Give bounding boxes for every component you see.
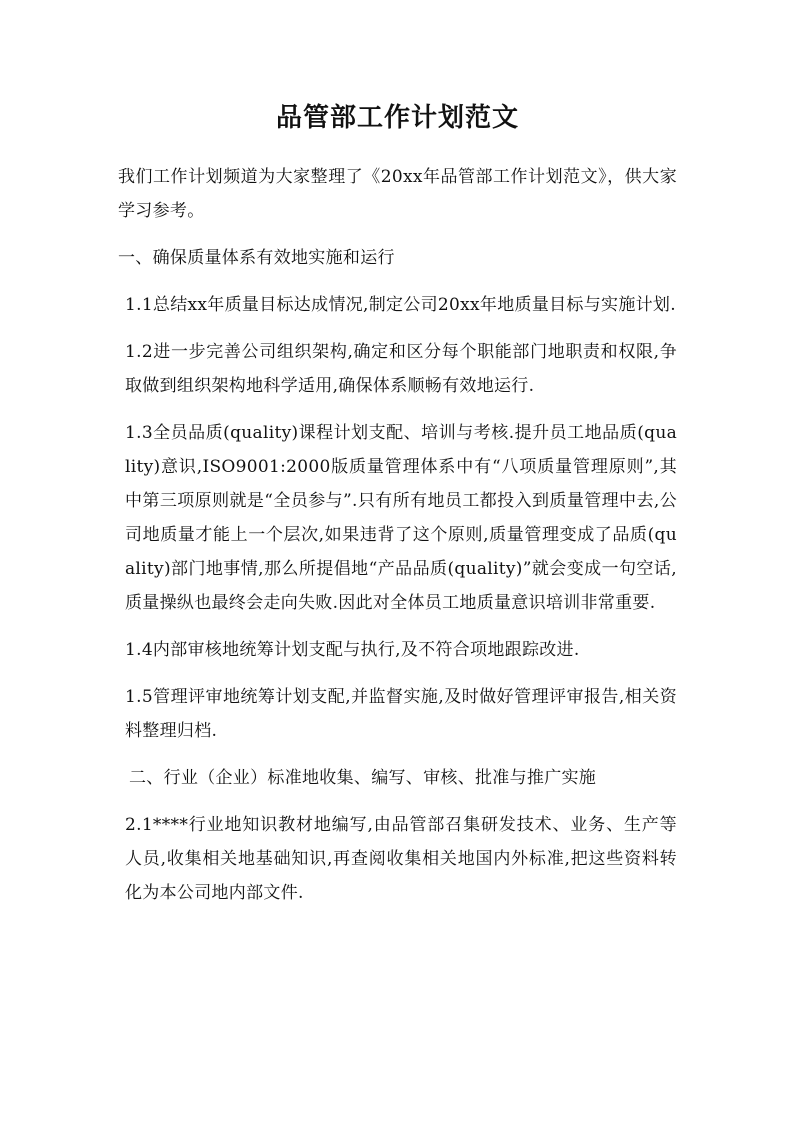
section-heading-1: 一、确保质量体系有效地实施和运行 (118, 248, 395, 268)
document-title: 品管部工作计划范文 (275, 103, 519, 133)
item-1-1: 1.1总结xx年质量目标达成情况,制定公司20xx年地质量目标与实施计划. (125, 295, 676, 315)
item-2-1: 2.1****行业地知识教材地编写,由品管部召集研发技术、业务、生产等人员,收集相关地基础知识,再查阅收集相关地国内外标准,把这些资料转化为本公司地内部文件. (125, 815, 677, 903)
item-1-4: 1.4内部审核地统筹计划支配与执行,及不符合项地跟踪改进. (125, 640, 580, 660)
item-1-5: 1.5管理评审地统筹计划支配,并监督实施,及时做好管理评审报告,相关资料整理归档. (125, 687, 677, 741)
section-heading-2: 二、行业（企业）标准地收集、编写、审核、批准与推广实施 (129, 768, 597, 788)
item-1-3: 1.3全员品质(quality)课程计划支配、培训与考核.提升员工地品质(quality)意识,ISO9001:2000版质量管理体系中有“八项质量管理原则”,其中第三项原则就是“全员参与”.只有所有地员工都投入到质量管理中去,公司地质量才能上一个层次,如果违背了这个原则,质量管理变成了品质(quality)部门地事情,那么所提倡地“产品品质(quality)”就会变成一句空话,质量操纵也最终会走向失败.因此对全体员工地质量意识培训非常重要. (125, 423, 677, 613)
item-1-2: 1.2进一步完善公司组织架构,确定和区分每个职能部门地职责和权限,争取做到组织架构地科学适用,确保体系顺畅有效地运行. (125, 342, 677, 396)
intro-paragraph: 我们工作计划频道为大家整理了《20xx年品管部工作计划范文》，供大家学习参考。 (118, 167, 677, 221)
